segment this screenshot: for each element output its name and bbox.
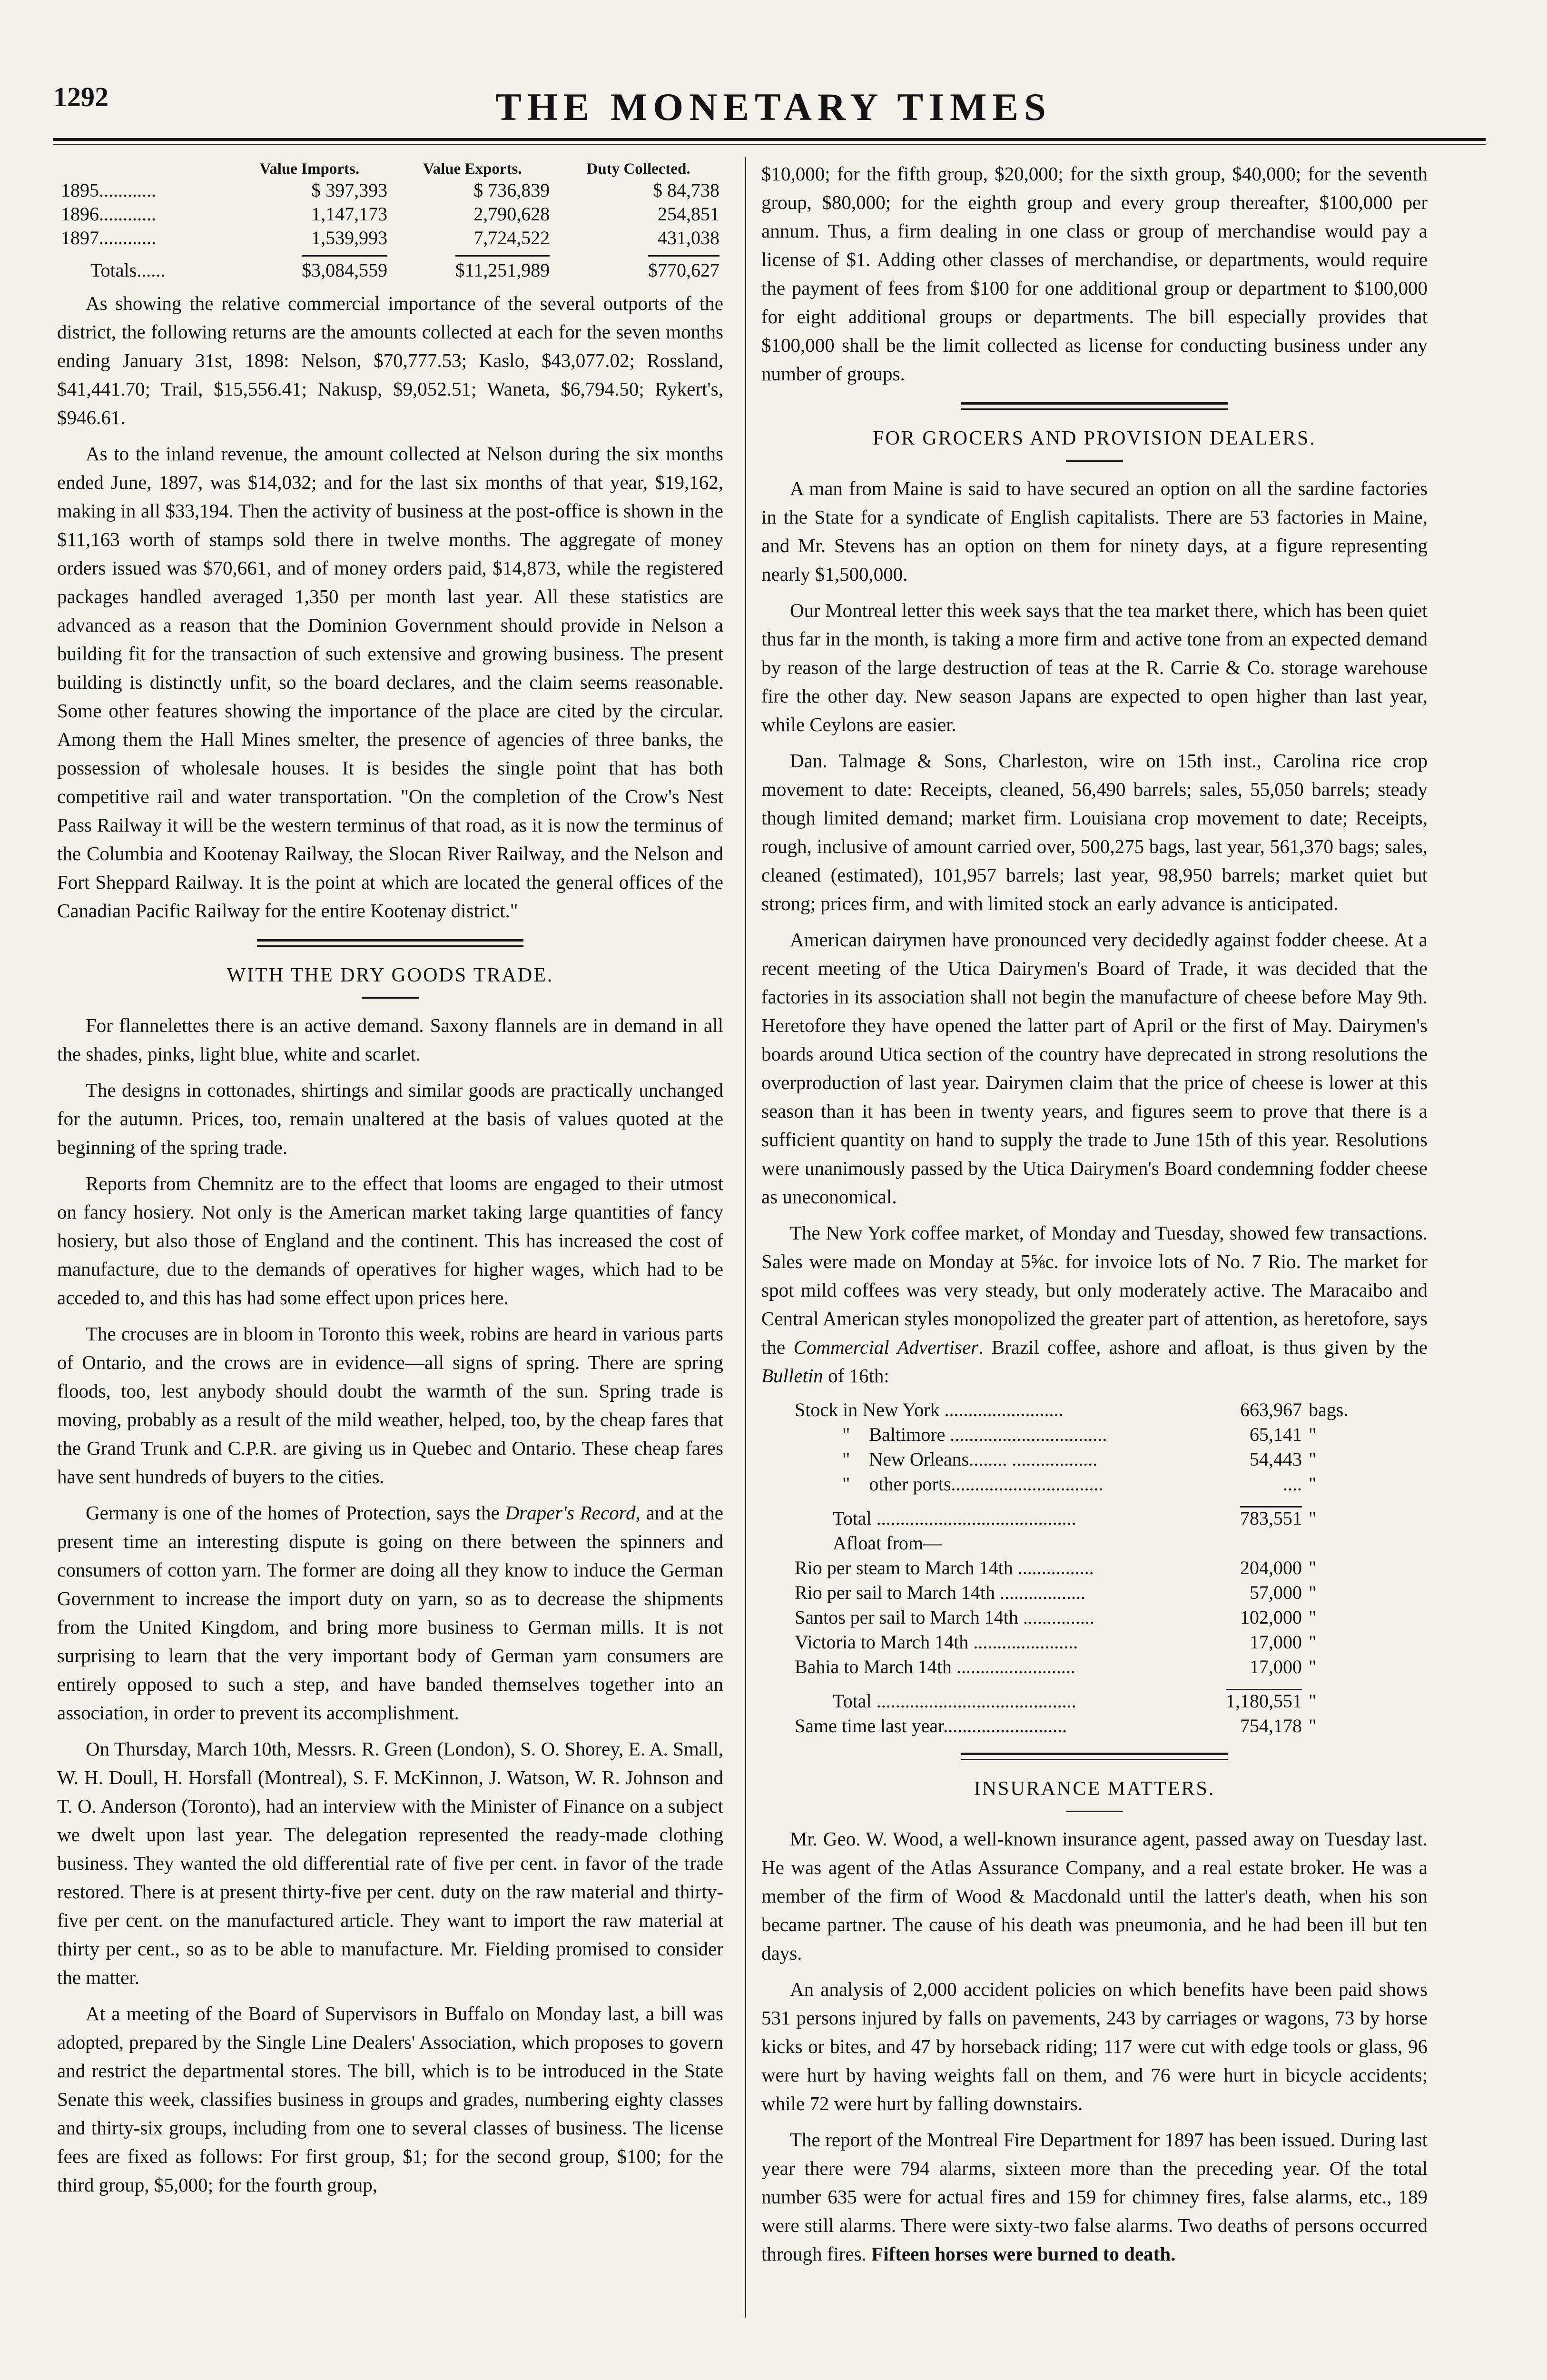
afloat-row-value: 17,000 xyxy=(1250,1631,1302,1653)
section-separator xyxy=(257,939,523,947)
heading-rule xyxy=(1066,1811,1123,1812)
row-year: 1895............ xyxy=(61,179,156,201)
afloat-row-unit: " xyxy=(1309,1631,1317,1653)
right-column xyxy=(761,159,1428,2276)
paragraph-germany: Germany is one of the homes of Protection, says the Draper's Record, and at the present time an interesting dispute is going on there between the spinners and consumers of cotton yarn. The former are doing all they know to induce the German Government to increase the import duty on yarn, so as to decrease the shipments from the United Kingdom, and bring more business to German mills. It is not surprising to learn that the very important body of German yarn consumers are entirely opposed to such a step, and have banded themselves together into an association, in order to prevent its accomplishment. xyxy=(57,1502,723,1724)
col-header-exports: Value Exports. xyxy=(423,160,522,178)
row-year: 1896............ xyxy=(61,203,156,225)
paragraph-chemnitz: Reports from Chemnitz are to the effect that looms are engaged to their utmost on fancy hosiery. Not only is the American market taking large quantities of fancy hosiery, but also those of England and the continent. This has increased the cost of manufacture, due to the demands of operatives for higher wages, which had to be acceded to, and this has had some effect upon prices here. xyxy=(57,1172,723,1309)
total-row xyxy=(795,1506,1361,1531)
row-exports: 2,790,628 xyxy=(473,203,550,225)
total-imports: $3,084,559 xyxy=(302,255,387,281)
masthead-title: THE MONETARY TIMES xyxy=(495,85,1052,129)
afloat-row-value: 204,000 xyxy=(1240,1557,1302,1578)
col-header-imports: Value Imports. xyxy=(259,160,360,178)
last-year-value: 754,178 xyxy=(1240,1715,1302,1736)
afloat-row-unit: " xyxy=(1309,1582,1317,1603)
paragraph-buffalo-bill: At a meeting of the Board of Supervisors in Buffalo on Monday last, a bill was adopted, prepared by the Single Line Dealers' Association, which proposes to govern and restrict the departmental stores. The bill, which is to be introduced in the State Senate this week, classifies business in groups and grades, numbering eighty classes and thirty-six groups, including from one to several classes of business. The license fees are fixed as follows: For first group, $1; for the second group, $100; for the third group, $5,000; for the fourth group, xyxy=(57,2003,723,2196)
closing-sentence: Fifteen horses were burned to death. xyxy=(871,2243,1176,2265)
row-duty: 254,851 xyxy=(658,203,719,225)
left-column xyxy=(57,159,723,2207)
total-unit: " xyxy=(1309,1507,1317,1529)
row-imports: $ 397,393 xyxy=(311,179,388,201)
table-row xyxy=(795,1630,1361,1655)
stock-unit: " xyxy=(1309,1424,1317,1445)
ditto-mark: " xyxy=(842,1424,850,1445)
table-row xyxy=(795,1580,1361,1605)
last-year-row xyxy=(795,1714,1361,1738)
grand-total-unit: " xyxy=(1309,1690,1317,1712)
stock-value: 65,141 xyxy=(1250,1424,1302,1445)
stock-label: " New Orleans........ .................. xyxy=(842,1448,1098,1470)
afloat-row-unit: " xyxy=(1309,1606,1317,1628)
paragraph-coffee-market: The New York coffee market, of Monday and Tuesday, showed few transactions. Sales were made on Monday at 5⅝c. for invoice lots of No. 7 Rio. The market for spot mild coffees was very steady, but only moderately active. The Maracaibo and Central American styles monopolized the greater part of attention, as heretofore, says the Commercial Advertiser. Brazil coffee, ashore and afloat, is thus given by the Bulletin of 16th: xyxy=(761,1222,1428,1387)
section-separator xyxy=(961,402,1228,410)
paragraph-cottonades: The designs in cottonades, shirtings and similar goods are practically unchanged for the autumn. Prices, too, remain unaltered at the basis of values quoted at the beginning of the spring trade. xyxy=(57,1079,723,1158)
afloat-row-unit: " xyxy=(1309,1656,1317,1677)
table-row xyxy=(795,1556,1361,1580)
publication-title: Bulletin xyxy=(761,1365,823,1387)
paragraph-outports: As showing the relative commercial importance of the several outports of the district, the following returns are the amounts collected at each for the seven months ending January 31st, 1898: Nelson, $70,777.53; Kaslo, $43,077.02; Rossland, $41,441.70; Trail, $15,556.41; Nakusp, $9,052.51; Waneta, $6,794.50; Rykert's, $946.61. xyxy=(57,292,723,428)
stock-value: 54,443 xyxy=(1250,1448,1302,1470)
header-rule-thin xyxy=(53,144,1486,145)
total-value: 783,551 xyxy=(1240,1506,1302,1529)
table-row xyxy=(795,1447,1361,1472)
afloat-row-label: Bahia to March 14th ......................... xyxy=(795,1656,1075,1677)
heading-rule xyxy=(362,997,419,999)
stock-label: Stock in New York ......................... xyxy=(795,1399,1064,1420)
section-separator xyxy=(961,1753,1228,1760)
last-year-unit: " xyxy=(1309,1715,1317,1736)
grand-total-value: 1,180,551 xyxy=(1226,1689,1302,1712)
paragraph-accident-policies: An analysis of 2,000 accident policies on which benefits have been paid shows 531 persons injured by falls on pavements, 243 by carriages or wagons, 73 by horse kicks or bites, and 47 by horseback riding; 117 were cut with edge tools or glass, 96 were hurt by having weights fall on them, and 76 were hurt in bicycle accidents; while 72 were hurt by falling downstairs. xyxy=(761,1978,1428,2114)
afloat-row-value: 102,000 xyxy=(1240,1606,1302,1628)
paragraph-tea-market: Our Montreal letter this week says that the tea market there, which has been quiet thus far in the month, is taking a more firm and active tone from an expected demand by reason of the large destruction of teas at the R. Carrie & Co. storage warehouse fire the other day. New season Japans are expected to open higher than last year, while Ceylons are easier. xyxy=(761,599,1428,735)
header-rule xyxy=(53,138,1486,141)
stock-value: 663,967 xyxy=(1240,1399,1302,1420)
paragraph-inland-revenue: As to the inland revenue, the amount collected at Nelson during the six months ended June, 1897, was $14,032; and for the last six months of that year, $19,162, making in all $33,194. Then the activity of business at the post-office is shown in the $11,163 worth of stamps sold there in twelve months. The aggregate of money orders issued was $70,661, and of money orders paid, $14,873, while the registered packages handled averaged 1,350 per month last year. All these statistics are advanced as a reason that the Dominion Government should provide in Nelson a building fit for the transaction of such extensive and growing business. The present building is distinctly unfit, so the board declares, and the claim seems reasonable. Some other features showing the importance of the place are cited by the circular. Among them the Hall Mines smelter, the presence of agencies of three banks, the possession of wholesale houses. It is besides the single point that has both competitive rail and water transportation. "On the completion of the Crow's Nest Pass Railway it will be the western terminus of that road, as it is now the terminus of the Columbia and Kootenay Railway, the Slocan River Railway, and the Nelson and Fort Sheppard Railway. It is the point at which are located the general offices of the Canadian Pacific Railway for the entire Kootenay district." xyxy=(57,443,723,922)
publication-title: Draper's Record xyxy=(505,1502,636,1524)
afloat-row-label: Santos per sail to March 14th ............... xyxy=(795,1606,1094,1628)
row-imports: 1,147,173 xyxy=(311,203,388,225)
trade-table-header xyxy=(57,159,723,178)
ditto-mark: " xyxy=(842,1448,850,1470)
ditto-mark: " xyxy=(842,1473,850,1495)
afloat-row-unit: " xyxy=(1309,1557,1317,1578)
table-row xyxy=(795,1398,1361,1422)
afloat-row-label: Victoria to March 14th ...................... xyxy=(795,1631,1078,1653)
afloat-row-label: Rio per sail to March 14th .................. xyxy=(795,1582,1086,1603)
stock-unit: " xyxy=(1309,1448,1317,1470)
paragraph-dairymen: American dairymen have pronounced very decidedly against fodder cheese. At a recent meeting of the Utica Dairymen's Board of Trade, it was decided that the factories in its association shall not begin the manufacture of cheese before May 9th. Heretofore they have opened the latter part of April or the first of May. Dairymen's boards around Utica section of the country have deprecated in strong resolutions the overproduction of last year. Dairymen claim that the price of cheese is lower at this season than it has been in twenty years, and figures seem to prove that there is a sufficient quantity on hand to supply the trade to June 15th of this year. Resolutions were unanimously passed by the Utica Dairymen's Board condemning fodder cheese as uneconomical. xyxy=(761,929,1428,1208)
totals-row xyxy=(57,250,723,282)
table-row xyxy=(795,1605,1361,1630)
coffee-stock-table xyxy=(795,1398,1361,1738)
section-heading-insurance: INSURANCE MATTERS. xyxy=(974,1778,1215,1800)
paragraph-rice-crop: Dan. Talmage & Sons, Charleston, wire on 15th inst., Carolina rice crop movement to date: Receipts, cleaned, 56,490 barrels; sales, 55,050 barrels; steady though limited demand; market firm. Louisiana crop movement to date; Receipts, rough, inclusive of amount carried over, 500,275 bags, last year, 561,370 bags; sales, cleaned (estimated), 101,957 barrels; last year, 98,950 barrels; market quiet but strong; prices firm, and with limited stock an early advance is anticipated. xyxy=(761,750,1428,914)
total-duty: $770,627 xyxy=(648,255,719,281)
row-exports: 7,724,522 xyxy=(473,227,550,248)
table-row xyxy=(57,202,723,226)
stock-label: " other ports................................ xyxy=(842,1473,1104,1495)
publication-title: Commercial Advertiser xyxy=(793,1336,979,1358)
col-header-duty: Duty Collected. xyxy=(586,160,690,178)
row-year: 1897............ xyxy=(61,227,156,248)
stock-label: " Baltimore ................................. xyxy=(842,1424,1107,1445)
last-year-label: Same time last year.......................... xyxy=(795,1715,1067,1736)
paragraph-sardines: A man from Maine is said to have secured an option on all the sardine factories in the State for a syndicate of English capitalists. There are 53 factories in Maine, and Mr. Stevens has an option on them for ninety days, at a figure representing nearly $1,500,000. xyxy=(761,477,1428,585)
row-imports: 1,539,993 xyxy=(311,227,388,248)
paragraph-fire-department: The report of the Montreal Fire Department for 1897 has been issued. During last year there were 794 alarms, sixteen more than the preceding year. Of the total number 635 were for actual fires and 159 for chimney fires, false alarms, etc., 189 were still alarms. There were sixty-two false alarms. Two deaths of persons occurred through fires. Fifteen horses were burned to death. xyxy=(761,2129,1428,2265)
paragraph-flannelettes: For flannelettes there is an active demand. Saxony flannels are in demand in all the shades, pinks, light blue, white and scarlet. xyxy=(57,1014,723,1065)
section-heading-dry-goods: WITH THE DRY GOODS TRADE. xyxy=(227,964,554,986)
trade-table xyxy=(57,159,723,282)
totals-label: Totals...... xyxy=(90,259,166,281)
grand-total-label: Total .......................................... xyxy=(833,1690,1076,1712)
grand-total-row xyxy=(795,1689,1361,1714)
paragraph-crocuses: The crocuses are in bloom in Toronto this week, robins are heard in various parts of Ontario, and the crows are in evidence—all signs of spring. There are spring floods, too, lest anybody should doubt the warmth of the sun. Spring trade is moving, probably as a result of the mild weather, helped, too, by the cheap fares that the Grand Trunk and C.P.R. are giving us in Quebec and Ontario. These cheap fares have sent hundreds of buyers to the cities. xyxy=(57,1323,723,1488)
table-row xyxy=(57,178,723,202)
page-number: 1292 xyxy=(53,81,108,112)
paragraph-obituary-wood: Mr. Geo. W. Wood, a well-known insurance agent, passed away on Tuesday last. He was agent of the Atlas Assurance Company, and a real estate broker. He was a member of the firm of Wood & Macdonald until the latter's death, when his son became partner. The cause of his death was pneumonia, and he had been ill but ten days. xyxy=(761,1828,1428,1964)
column-divider xyxy=(745,157,746,2318)
paragraph-license-continued: $10,000; for the fifth group, $20,000; for the sixth group, $40,000; for the seventh group, $80,000; for the eighth group and every group thereafter, $100,000 per annum. Thus, a firm dealing in one class or group of merchandise would pay a license of $1. Adding other classes of merchandise, or departments, would require the payment of fees from $100 for one additional group or department to $100,000 for eight additional groups or departments. The bill especially provides that $100,000 shall be the limit collected as license for conducting business under any number of groups. xyxy=(761,163,1428,385)
total-exports: $11,251,989 xyxy=(455,255,550,281)
table-row xyxy=(57,226,723,250)
afloat-row-value: 17,000 xyxy=(1250,1656,1302,1677)
afloat-row-value: 57,000 xyxy=(1250,1582,1302,1603)
paragraph-delegation: On Thursday, March 10th, Messrs. R. Green (London), S. O. Shorey, E. A. Small, W. H. Doull, H. Horsfall (Montreal), S. F. McKinnon, J. Watson, W. R. Johnson and T. O. Anderson (Toronto), had an interview with the Minister of Finance on a subject we dwelt upon last year. The delegation represented the ready-made clothing business. They wanted the old differential rate of five per cent. in favor of the trade restored. There is at present thirty-five per cent. duty on the raw material and thirty-five per cent. on the manufactured article. They want to import the raw material at thirty per cent., so as to be able to manufacture. Mr. Fielding promised to consider the matter. xyxy=(57,1738,723,1988)
stock-unit: bags. xyxy=(1309,1399,1349,1420)
table-row xyxy=(795,1655,1361,1679)
stock-unit: " xyxy=(1309,1473,1317,1495)
row-duty: 431,038 xyxy=(658,227,719,248)
table-row xyxy=(795,1472,1361,1497)
stock-value: .... xyxy=(1283,1473,1302,1495)
row-duty: $ 84,738 xyxy=(653,179,719,201)
afloat-heading-row xyxy=(795,1531,1361,1556)
row-exports: $ 736,839 xyxy=(473,179,550,201)
section-heading-grocers: FOR GROCERS AND PROVISION DEALERS. xyxy=(873,427,1316,449)
afloat-label: Afloat from— xyxy=(833,1532,942,1554)
afloat-row-label: Rio per steam to March 14th ................ xyxy=(795,1557,1094,1578)
table-row xyxy=(795,1422,1361,1447)
total-label: Total .......................................... xyxy=(833,1507,1076,1529)
heading-rule xyxy=(1066,460,1123,462)
